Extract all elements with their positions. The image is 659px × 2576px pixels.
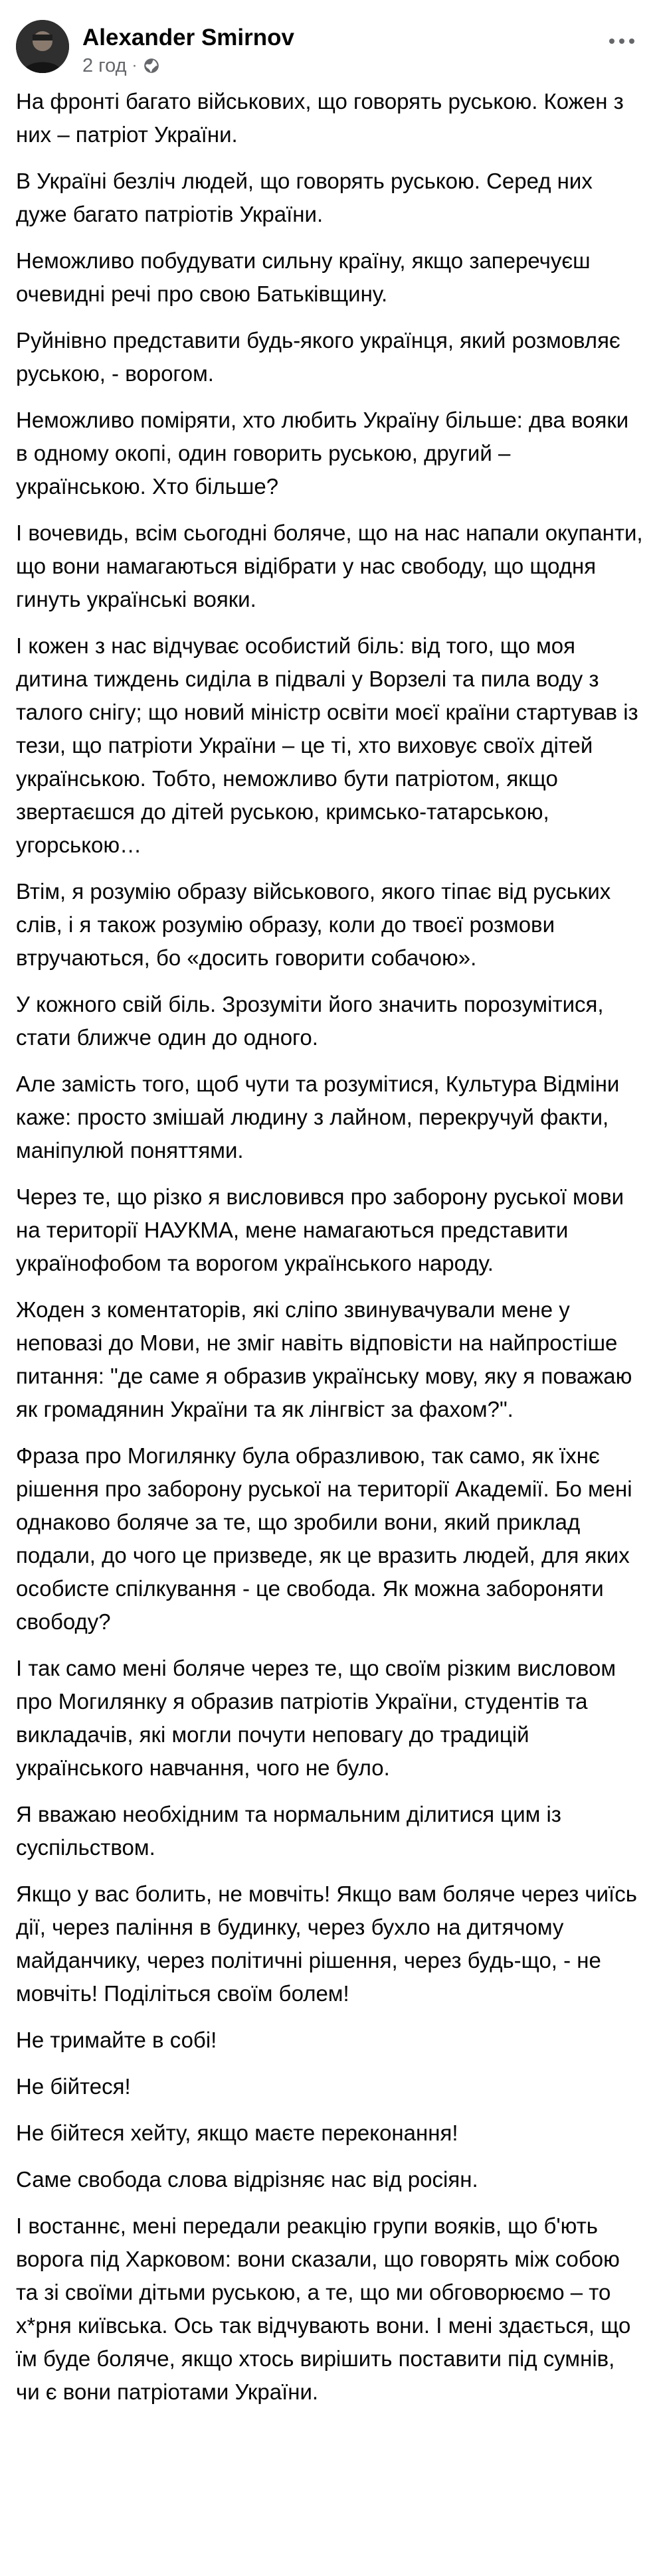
- post-paragraph: У кожного свій біль. Зрозуміти його значить порозумітися, стати ближче один до одного.: [16, 992, 604, 1050]
- avatar[interactable]: [16, 20, 69, 73]
- post-paragraph: Через те, що різко я висловився про заборону руської мови на території НАУКМА, мене намагаються представити українофобом та ворогом українського народу.: [16, 1184, 624, 1275]
- post-paragraph: На фронті багато військових, що говорять руською. Кожен з них – патріот України.: [16, 89, 624, 147]
- post-paragraph: І кожен з нас відчуває особистий біль: від того, що моя дитина тиждень сиділа в підвалі у Ворзелі та пила воду з талого снігу; що новий міністр освіти моєї країни стартував із тези, що патріоти України – це ті, хто виховує своїх дітей українською. Тобто, неможливо бути патріотом, якщо звертаєшся до дітей руською, кримсько-татарською, угорською…: [16, 633, 638, 857]
- post-paragraph: Неможливо побудувати сильну країну, якщо заперечуєш очевидні речі про свою Батьківщину.: [16, 248, 591, 306]
- author-name[interactable]: Alexander Smirnov: [82, 25, 294, 50]
- post-body: [16, 85, 643, 2422]
- post-paragraph: Але замість того, щоб чути та розумітися, Культура Відміни каже: просто змішай людину з лайном, перекручуй факти, маніпулюй поняттями.: [16, 1072, 620, 1163]
- post-paragraph: Не тримайте в собі!: [16, 2028, 217, 2052]
- post-paragraph: В Україні безліч людей, що говорять руською. Серед них дуже багато патріотів України.: [16, 169, 593, 226]
- post-paragraph: Саме свобода слова відрізняє нас від росіян.: [16, 2167, 478, 2192]
- post-paragraph: Якщо у вас болить, не мовчіть! Якщо вам боляче через чиїсь дії, через паління в будинку, через бухло на дитячому майданчику, через політичні рішення, через будь-що, - не мовчіть! Поділіться своїм болем!: [16, 1882, 637, 2006]
- more-horizontal-icon: [609, 39, 614, 44]
- post-paragraph: Втім, я розумію образу військового, якого тіпає від руських слів, і я також розумію образу, коли до твоєї розмови втручаються, бо «досить говорити собачою».: [16, 879, 611, 970]
- more-horizontal-icon-dot: [629, 39, 634, 44]
- more-horizontal-icon-dot: [619, 39, 624, 44]
- meta-separator: ·: [132, 56, 138, 74]
- post-paragraph: І вочевидь, всім сьогодні боляче, що на нас напали окупанти, що вони намагаються відібрати у нас свободу, що щодня гинуть українські вояки.: [16, 521, 643, 611]
- post-meta: [82, 54, 160, 77]
- post-paragraph: І востаннє, мені передали реакцію групи вояків, що б'ють ворога під Харковом: вони сказали, що говорять між собою та зі своїми дітьми руською, а те, що ми обговорюємо – то х*рня київська. Ось так відчувають вони. І мені здається, що їм буде боляче, якщо хтось вирішить поставити під сумнів, чи є вони патріотами України.: [16, 2214, 631, 2404]
- post-paragraph: Не бійтеся!: [16, 2074, 131, 2099]
- post-paragraph: Фраза про Могилянку була образливою, так само, як їхнє рішення про заборону руської на території Академії. Бо мені однаково боляче за те, що зробили вони, який приклад подали, до чого це призведе, як це вразить людей, для яких особисте спілкування - це свобода. Як можна забороняти свободу?: [16, 1443, 632, 1634]
- globe-icon[interactable]: [143, 57, 160, 74]
- post-paragraph: Я вважаю необхідним та нормальним ділитися цим із суспільством.: [16, 1802, 561, 1860]
- post-paragraph: Неможливо поміряти, хто любить Україну більше: два вояки в одному окопі, один говорить руською, другий – українською. Хто більше?: [16, 408, 629, 499]
- more-options-button[interactable]: [603, 27, 640, 56]
- post-paragraph: І так само мені боляче через те, що своїм різким висловом про Могилянку я образив патріотів України, студентів та викладачів, які могли почути неповагу до традицій українського навчання, чого не було.: [16, 1656, 616, 1780]
- post-header: [16, 13, 643, 77]
- post-paragraph: Руйнівно представити будь-якого українця, який розмовляє руською, - ворогом.: [16, 328, 620, 386]
- post-timestamp[interactable]: 2 год: [82, 55, 127, 76]
- post-paragraph: Не бійтеся хейту, якщо маєте переконання!: [16, 2121, 458, 2145]
- post-paragraph: Жоден з коментаторів, які сліпо звинувачували мене у неповазі до Мови, не зміг навіть відповісти на найпростіше питання: "де саме я образив українську мову, яку я поважаю як громадянин України та як лінгвіст за фахом?".: [16, 1297, 632, 1421]
